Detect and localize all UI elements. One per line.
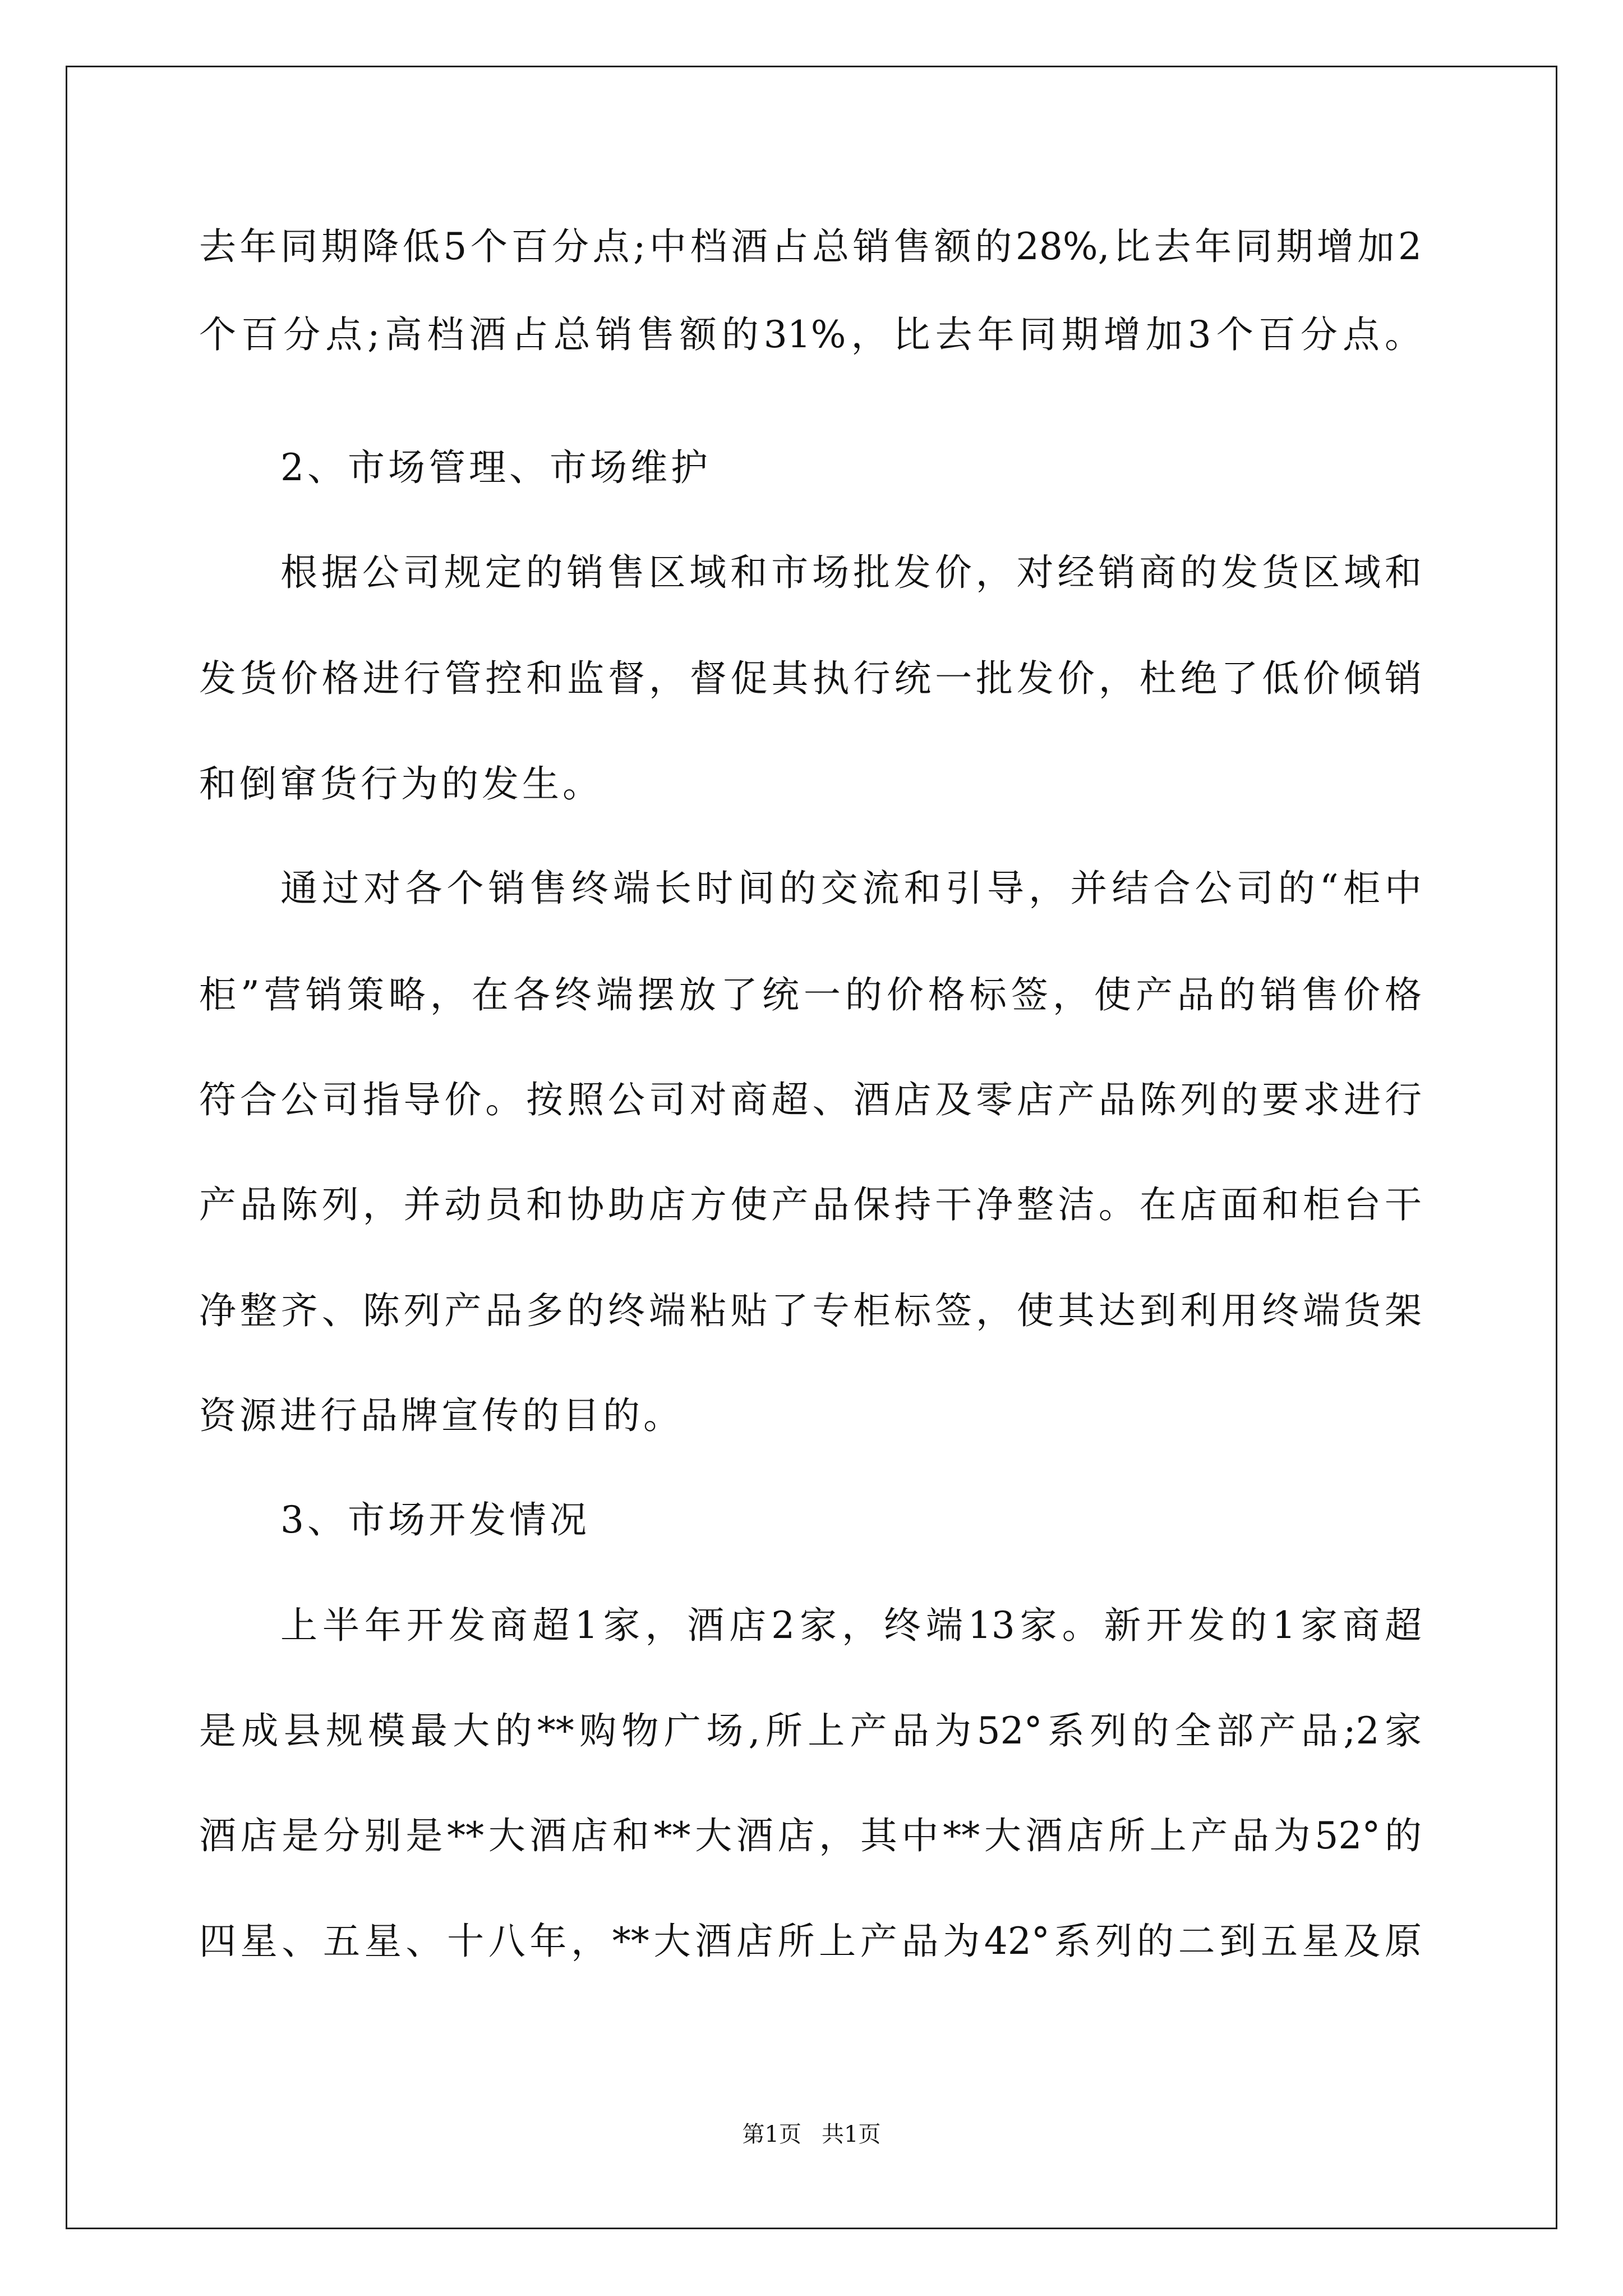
paragraph-line: 和倒窜货行为的发生。 <box>199 762 603 806</box>
section-heading: 2、市场管理、市场维护 <box>280 446 711 489</box>
section-heading: 3、市场开发情况 <box>280 1498 590 1542</box>
paragraph-line: 柜”营销策略，在各终端摆放了统一的价格标签，使产品的销售价格 <box>199 973 1422 1016</box>
paragraph-line: 符合公司指导价。按照公司对商超、酒店及零店产品陈列的要求进行 <box>199 1078 1422 1121</box>
paragraph-line: 通过对各个销售终端长时间的交流和引导，并结合公司的“柜中 <box>280 867 1422 910</box>
paragraph-line: 四星、五星、十八年，**大酒店所上产品为42°系列的二到五星及原 <box>199 1920 1422 1963</box>
paragraph-line: 根据公司规定的销售区域和市场批发价，对经销商的发货区域和 <box>280 551 1422 594</box>
paragraph-line: 去年同期降低5个百分点;中档酒占总销售额的28%,比去年同期增加2 <box>199 225 1422 268</box>
paragraph-line: 产品陈列，并动员和协助店方使产品保持干净整洁。在店面和柜台干 <box>199 1183 1422 1226</box>
paragraph-line: 个百分点;高档酒占总销售额的31%，比去年同期增加3个百分点。 <box>199 313 1422 356</box>
paragraph-line: 净整齐、陈列产品多的终端粘贴了专柜标签，使其达到利用终端货架 <box>199 1289 1422 1332</box>
page-footer <box>0 2120 1623 2148</box>
paragraph-line: 是成县规模最大的**购物广场,所上产品为52°系列的全部产品;2家 <box>199 1709 1422 1752</box>
paragraph-line: 上半年开发商超1家，酒店2家，终端13家。新开发的1家商超 <box>280 1604 1422 1647</box>
paragraph-line: 资源进行品牌宣传的目的。 <box>199 1394 684 1437</box>
page-border <box>66 66 1557 2229</box>
paragraph-line: 酒店是分别是**大酒店和**大酒店，其中**大酒店所上产品为52°的 <box>199 1814 1422 1857</box>
page-total: 共1页 <box>822 2122 881 2147</box>
paragraph-line: 发货价格进行管控和监督，督促其执行统一批发价，杜绝了低价倾销 <box>199 657 1422 700</box>
page-number: 第1页 <box>742 2122 801 2147</box>
